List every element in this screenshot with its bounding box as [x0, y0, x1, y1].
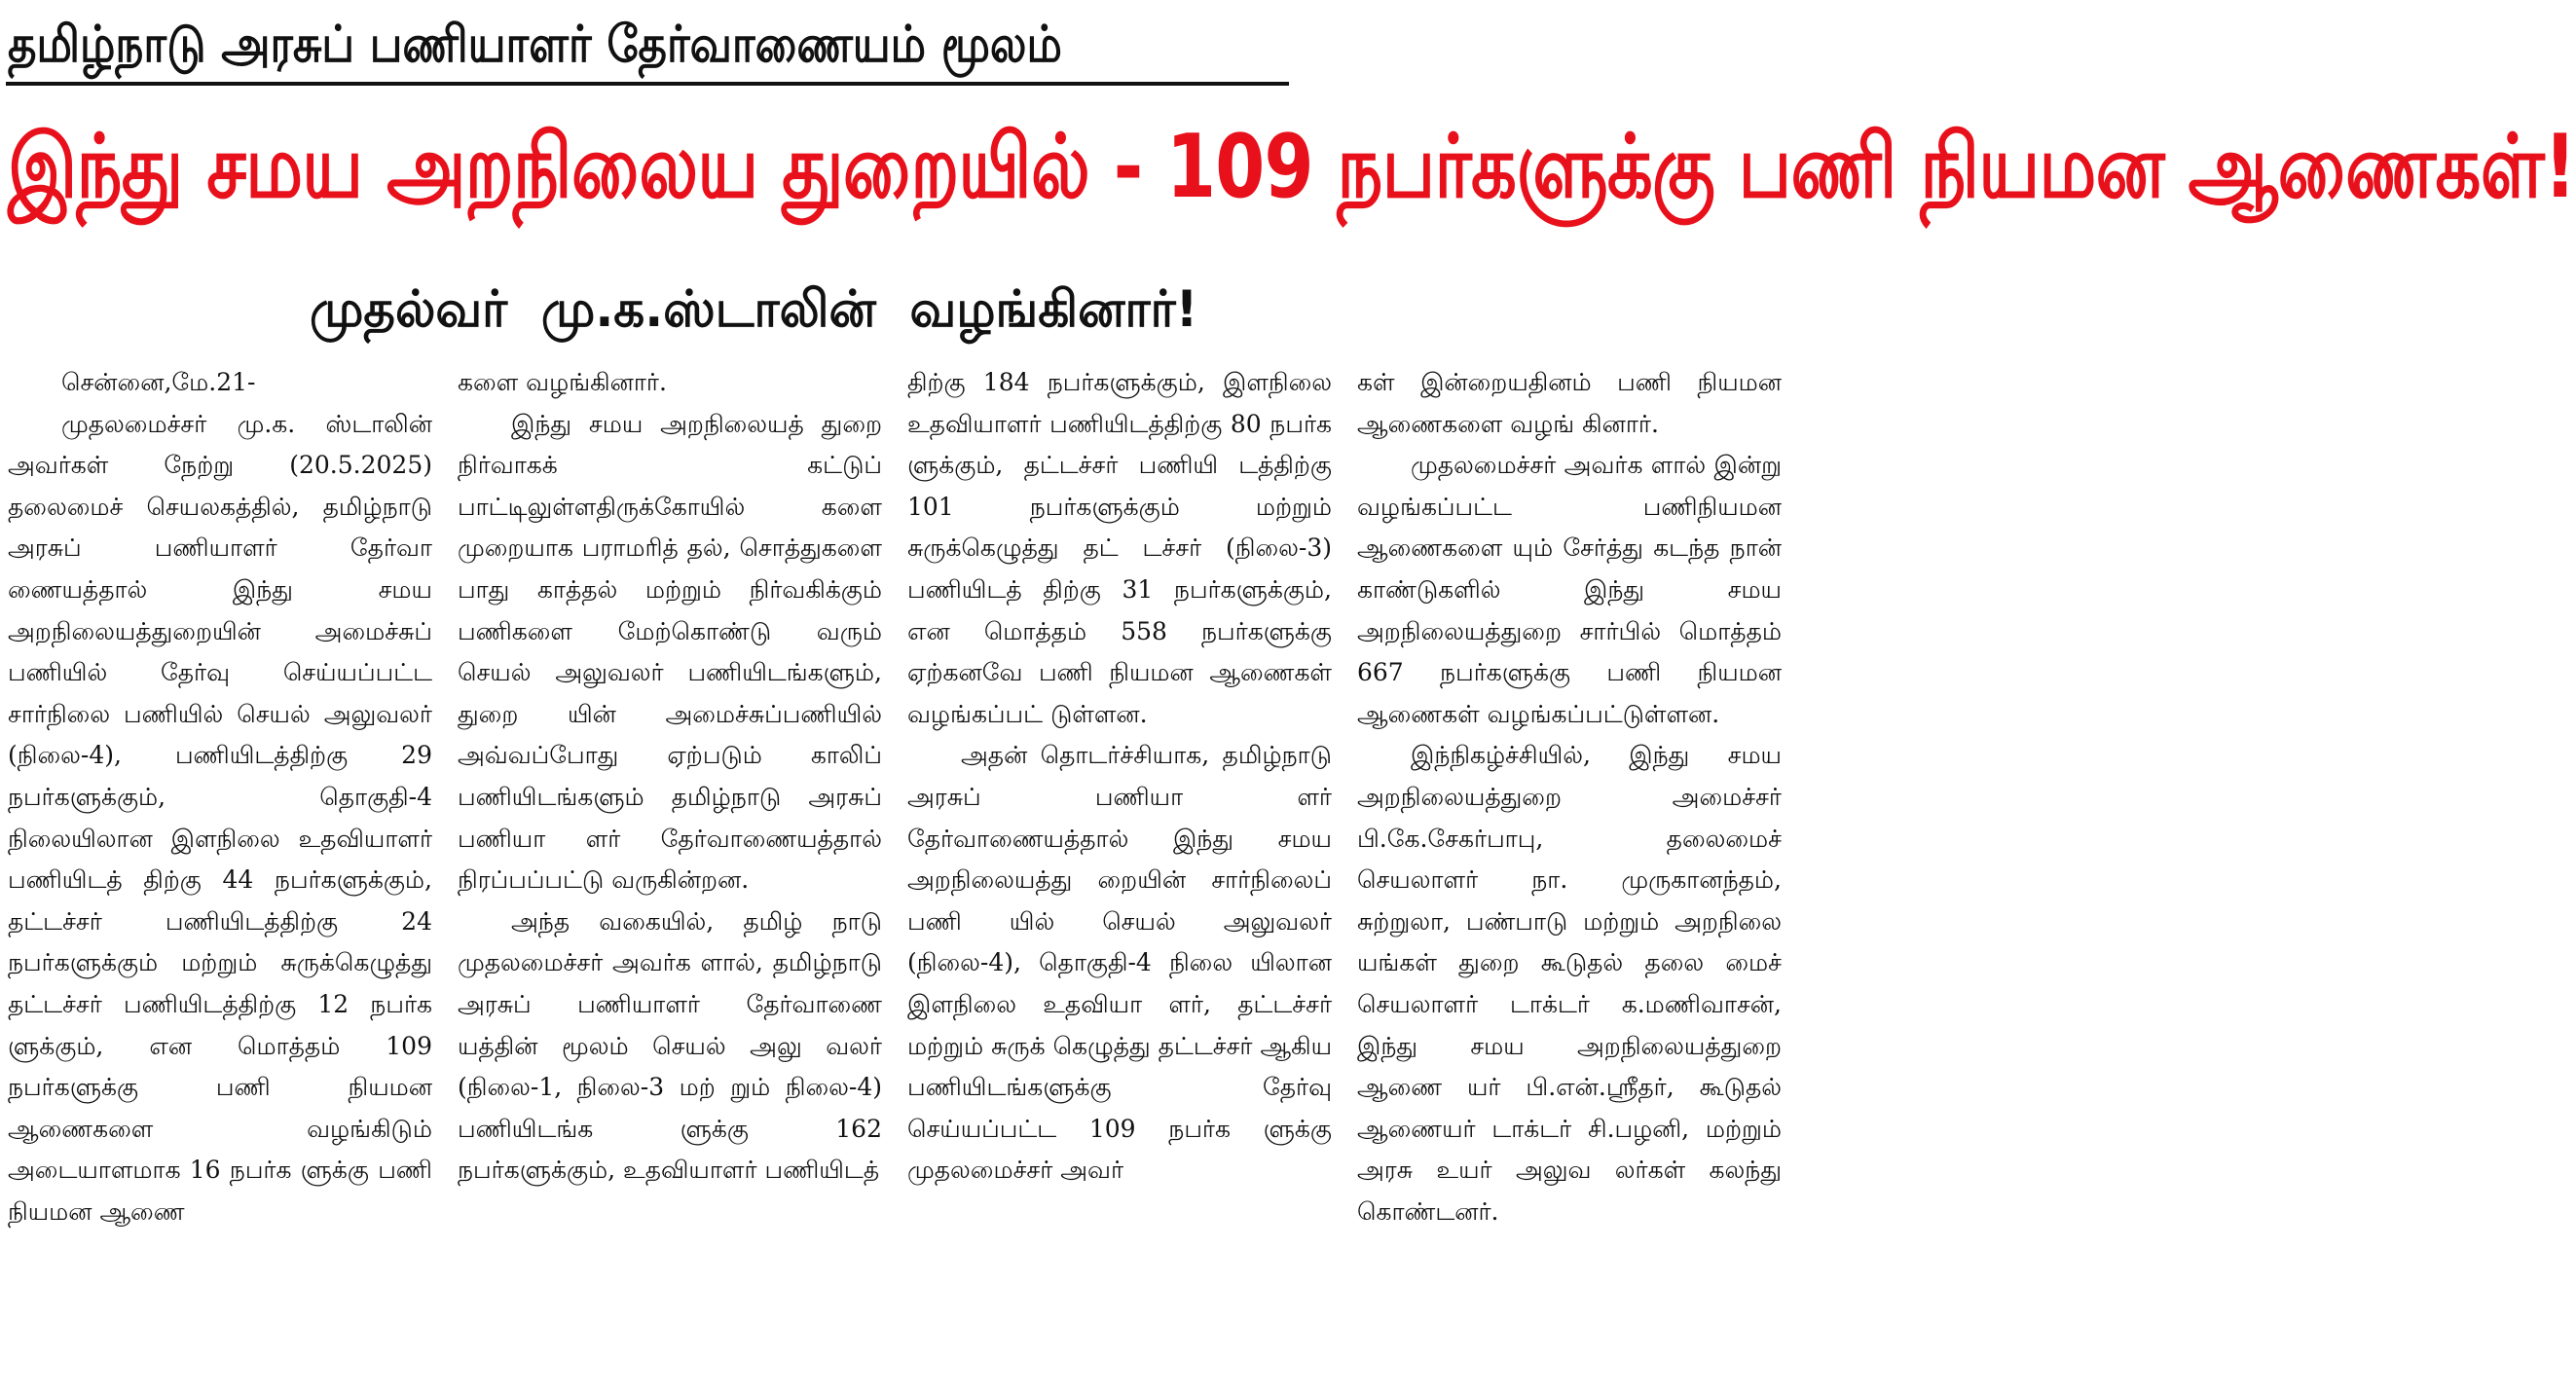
dateline: சென்னை,மே.21-	[61, 368, 256, 396]
article-column-2	[458, 362, 882, 1388]
article-paragraph: திற்கு 184 நபர்களுக்கும், இளநிலை உதவியாளர் பணியிடத்திற்கு 80 நபர்க ளுக்கும், தட்டச்சர் பணியி டத்திற்கு 101 நபர்களுக்கும் மற்றும் சுருக்கெழுத்து தட் டச்சர் (நிலை-3) பணியிடத் திற்கு 31 நபர்களுக்கும், என மொத்தம் 558 நபர்களுக்கு ஏற்கனவே பணி நியமன ஆணைகள் வழங்கப்பட் டுள்ளன.	[907, 368, 1332, 728]
subheadline: முதல்வர் மு.க.ஸ்டாலின் வழங்கினார்!	[310, 280, 1198, 339]
article-paragraph: களை வழங்கினார்.	[458, 368, 667, 396]
article-column-4	[1357, 362, 1782, 1388]
article-paragraph: அதன் தொடர்ச்சியாக, தமிழ்நாடு அரசுப் பணியா ளர் தேர்வாணையத்தால் இந்து சமய அறநிலையத்து றையின் சார்நிலைப் பணி யில் செயல் அலுவலர் (நிலை-4), தொகுதி-4 நிலை யிலான இளநிலை உதவியா ளர், தட்டச்சர் மற்றும் சுருக் கெழுத்து தட்டச்சர் ஆகிய பணியிடங்களுக்கு தேர்வு செய்யப்பட்ட 109 நபர்க ளுக்கு முதலமைச்சர் அவர்	[907, 741, 1332, 1185]
article-paragraph: முதலமைச்சர் மு.க. ஸ்டாலின் அவர்கள் நேற்று (20.5.2025) தலைமைச் செயலகத்தில், தமிழ்நாடு அரசுப் பணியாளர் தேர்வா ணையத்தால் இந்து சமய அறநிலையத்துறையின் அமைச்சுப் பணியில் தேர்வு செய்யப்பட்ட சார்நிலை பணியில் செயல் அலுவலர் (நிலை-4), பணியிடத்திற்கு 29 நபர்களுக்கும், தொகுதி-4 நிலையிலான இளநிலை உதவியாளர் பணியிடத் திற்கு 44 நபர்களுக்கும், தட்டச்சர் பணியிடத்திற்கு 24 நபர்களுக்கும் மற்றும் சுருக்கெழுத்து தட்டச்சர் பணியிடத்திற்கு 12 நபர்க ளுக்கும், என மொத்தம் 109 நபர்களுக்கு பணி நியமன ஆணைகளை வழங்கிடும் அடையாளமாக 16 நபர்க ளுக்கு பணி நியமன ஆணை	[8, 409, 432, 1226]
article-paragraph: கள் இன்றையதினம் பணி நியமன ஆணைகளை வழங் கினார்.	[1357, 368, 1782, 438]
dateline-paragraph	[8, 362, 432, 404]
article-paragraph: இந்து சமய அறநிலையத் துறை நிர்வாகக் கட்டுப் பாட்டிலுள்ளதிருக்கோயில் களை முறையாக பராமரித் தல், சொத்துகளை பாது காத்தல் மற்றும் நிர்வகிக்கும் பணிகளை மேற்கொண்டு வரும் செயல் அலுவலர் பணியிடங்களும், துறை யின் அமைச்சுப்பணியில் அவ்வப்போது ஏற்படும் காலிப் பணியிடங்களும் தமிழ்நாடு அரசுப் பணியா ளர் தேர்வாணையத்தால் நிரப்பப்பட்டு வருகின்றன.	[458, 409, 882, 895]
article-paragraph: முதலமைச்சர் அவர்க ளால் இன்று வழங்கப்பட்ட பணிநியமன ஆணைகளை யும் சேர்த்து கடந்த நான் காண்டுகளில் இந்து சமய அறநிலையத்துறை சார்பில் மொத்தம் 667 நபர்களுக்கு பணி நியமன ஆணைகள் வழங்கப்பட்டுள்ளன.	[1357, 451, 1782, 728]
kicker-underline	[6, 82, 1289, 86]
article-column-1	[8, 362, 432, 1388]
article-paragraph: அந்த வகையில், தமிழ் நாடு முதலமைச்சர் அவர்க ளால், தமிழ்நாடு அரசுப் பணியாளர் தேர்வாணை யத்தின் மூலம் செயல் அலு வலர் (நிலை-1, நிலை-3 மற் றும் நிலை-4) பணியிடங்க ளுக்கு 162 நபர்களுக்கும், உதவியாளர் பணியிடத்	[458, 906, 882, 1185]
headline: இந்து சமய அறநிலைய துறையில் - 109 நபர்களுக்கு பணி நியமன ஆணைகள்!	[8, 116, 2576, 218]
article-column-3	[907, 362, 1332, 1388]
article-paragraph: இந்நிகழ்ச்சியில், இந்து சமய அறநிலையத்துறை அமைச்சர் பி.கே.சேகர்பாபு, தலைமைச் செயலாளர் நா. முருகானந்தம், சுற்றுலா, பண்பாடு மற்றும் அறநிலை யங்கள் துறை கூடுதல் தலை மைச் செயலாளர் டாக்டர் க.மணிவாசன், இந்து சமய அறநிலையத்துறை ஆணை யர் பி.என்.ஸ்ரீதர், கூடுதல் ஆணையர் டாக்டர் சி.பழனி, மற்றும் அரசு உயர் அலுவ லர்கள் கலந்து கொண்டனர்.	[1357, 741, 1782, 1226]
kicker-line: தமிழ்நாடு அரசுப் பணியாளர் தேர்வாணையம் மூலம்	[8, 16, 1062, 74]
article-body	[8, 362, 1782, 1388]
